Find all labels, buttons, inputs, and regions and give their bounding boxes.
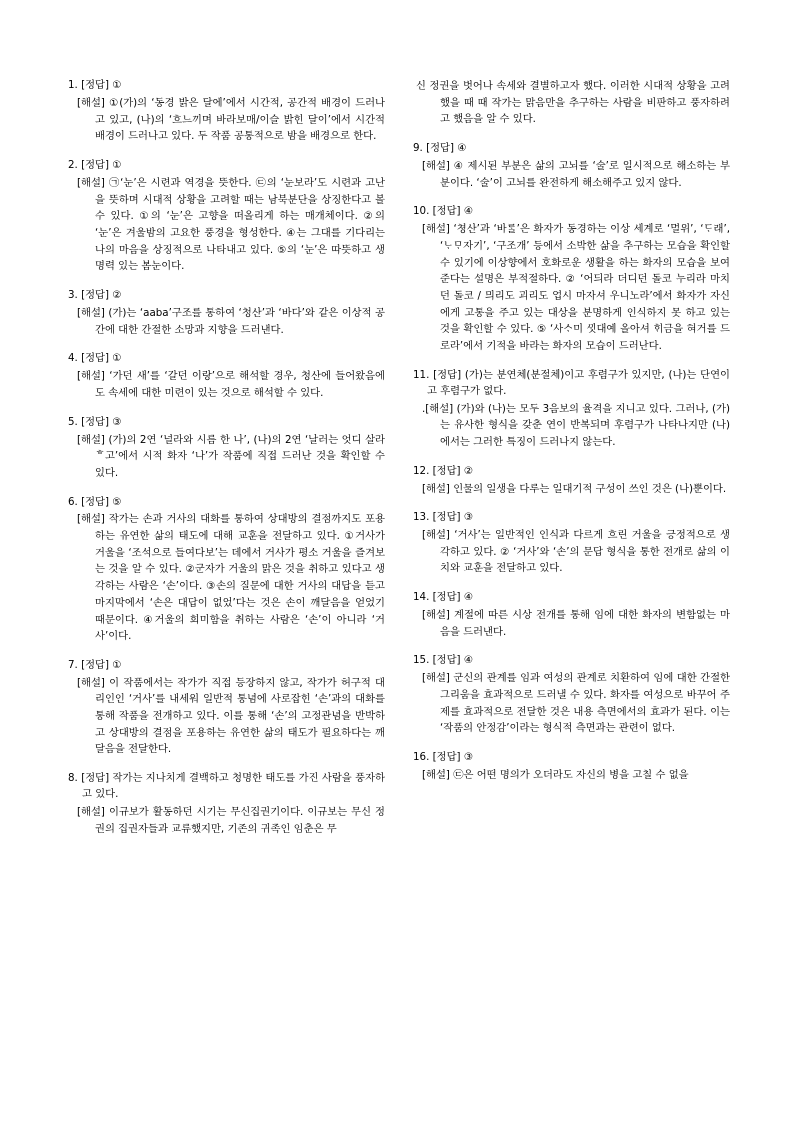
right-column xyxy=(413,78,730,797)
explanation-text: [해설] 군신의 관계를 임과 여성의 관계로 치환하여 임에 대한 간절한 그리움을 효과적으로 드러낼 수 있다. 화자를 여성으로 바꾸어 주제를 효과적으로 전달한 것은 내용 측면에서의 효과가 된다. 이는 ‘작품의 안정감’이라는 형식적 측면과는 관련이 없다. xyxy=(422,672,730,735)
explanation-text: [해설] ㉠‘눈’은 시련과 역경을 뜻한다. ㉢의 ‘눈보라’도 시련과 고난을 뜻하며 시대적 상황을 고려할 때는 남북분단을 상징한다고 볼 수 있다. ①의 ‘눈’은 고향을 떠올리게 하는 매개체이다. ②의 ‘눈’은 겨울밤의 고요한 풍경을 형성한다. ④는 그대를 기다리는 나의 마음을 상징적으로 나타내고 있다. ⑤의 ‘눈’은 따뜻하고 생명력 있는 봄눈이다. xyxy=(77,176,385,273)
answer-item xyxy=(68,495,385,645)
answer-text: 11. [정답] (가)는 분연체(분절체)이고 후렴구가 있지만, (나)는 단연이고 후렴구가 없다. xyxy=(413,368,730,397)
explanation-text: [해설] 이 작품에서는 작가가 직접 등장하지 않고, 작가가 허구적 대리인인 ‘거사’를 내세워 일반적 통념에 사로잡힌 ‘손’과의 대화를 통해 작품을 전개하고 있다. 이를 통해 ‘손’의 고정관념을 반박하고 상대방의 결점을 포용하는 유연한 삶의 태도가 필요하다는 깨달음을 전달한다. xyxy=(77,676,385,756)
explanation-text: [해설] ㉢은 어떤 명의가 오더라도 자신의 병을 고칠 수 없을 xyxy=(422,769,689,782)
explanation-continuation: 신 정권을 벗어나 속세와 결별하고자 했다. 이러한 시대적 상황을 고려했을 때 때 작가는 맑음만을 추구하는 사람을 비판하고 풍자하려고 했음을 알 수 있다. xyxy=(416,80,730,126)
explanation-text: [해설] ‘쳥산’과 ‘바ᄅᆞᆯ’은 화자가 동경하는 이상 세계로 ‘멀위’, ‘ᄃᆞ래’, ‘ᄂᆞᄆᆞ자기’, ‘구조개’ 등에서 소박한 삶을 추구하는 모습을 확인할 수 있기에 이상향에서 호화로운 생활을 하는 화자의 모습을 보여준다는 설명은 부적절하다. ② ‘어듸라 더디던 돌코 누리라 마치던 돌코 / 믜리도 괴리도 업시 마자셔 우니노라’에서 화자가 자신에게 고통을 주고 있는 대상을 분명하게 인식하지 못 하고 있는 것을 확인할 수 있다. ⑤ ‘사ᄉᆞ미 ᄭᅵᆺ대예 올아셔 ᄒᆡ금을 혀거를 드로라’에서 기적을 바라는 화자의 모습이 드러난다. xyxy=(422,223,730,352)
answer-text: 8. [정답] 작가는 지나치게 결백하고 청명한 태도를 가진 사람을 풍자하고 있다. xyxy=(68,772,385,801)
answer-text: 13. [정답] ③ xyxy=(413,511,474,524)
answer-item xyxy=(68,288,385,338)
answer-item xyxy=(68,78,385,145)
explanation-text: .[해설] (가)와 (나)는 모두 3음보의 율격을 지니고 있다. 그러나, (가)는 유사한 형식을 갖춘 연이 반복되며 후렴구가 나타나지만 (나)에서는 그러한 특징이 드러나지 않는다. xyxy=(422,402,730,448)
answer-text: 12. [정답] ② xyxy=(413,464,474,477)
continuation-block xyxy=(413,78,730,128)
explanation-text: [해설] 작가는 손과 거사의 대화를 통하여 상대방의 결점까지도 포용하는 유연한 삶의 태도에 대해 교훈을 전달하고 있다. ①거사가 거울을 ‘조석으로 들여다보’는 데에서 거사가 평소 거울을 즐겨보는 것을 알 수 있다. ②군자가 거울의 맑은 것을 취하고 있다고 생각하는 사람은 ‘손’이다. ③손의 질문에 대한 거사의 대답을 듣고 마지막에서 ‘손은 대답이 없었’다는 것은 손이 깨달음을 얻었기 때문이다. ④거울의 희미함을 취하는 사람은 ‘손’이 아니라 ‘거사’이다. xyxy=(77,513,385,643)
answer-text: 9. [정답] ④ xyxy=(413,142,467,155)
answer-text: 3. [정답] ② xyxy=(68,288,122,301)
explanation-text: [해설] 계절에 따른 시상 전개를 통해 임에 대한 화자의 변함없는 마음을 드러낸다. xyxy=(422,609,730,638)
explanation-text: [해설] ‘거사’는 일반적인 인식과 다르게 흐린 거울을 긍정적으로 생각하고 있다. ② ‘거사’와 ‘손’의 문답 형식을 통한 전개로 삶의 이치와 교훈을 전달하고 있다. xyxy=(422,529,730,575)
answer-item xyxy=(68,658,385,758)
left-column xyxy=(68,78,385,850)
explanation-text: [해설] ④ 제시된 부분은 삶의 고뇌를 ‘술’로 일시적으로 해소하는 부분이다. ‘술’이 고뇌를 완전하게 해소해주고 있지 않다. xyxy=(422,159,730,189)
answer-item xyxy=(68,415,385,482)
explanation-text: [해설] 이규보가 활동하던 시기는 무신집권기이다. 이규보는 무신 정권의 집권자들과 교류했지만, 기존의 귀족인 임춘은 무 xyxy=(77,806,385,835)
answer-text: 2. [정답] ① xyxy=(68,158,122,171)
answer-item xyxy=(68,351,385,401)
explanation-text: [해설] ①(가)의 ‘동경 밝은 달에’에서 시간적, 공간적 배경이 드러나고 있고, (나)의 ‘흐느끼며 바라보매/이슬 밝힌 달이’에서 시간적 배경이 드러나고 있다. 두 작품 공통적으로 밤을 배경으로 한다. xyxy=(77,96,385,143)
answer-text: 15. [정답] ④ xyxy=(413,654,474,667)
explanation-text: [해설] ‘가던 새’를 ‘갈던 이랑’으로 해석할 경우, 청산에 들어왔음에도 속세에 대한 미련이 있는 것으로 해석할 수 있다. xyxy=(77,370,385,399)
answer-text: 1. [정답] ① xyxy=(68,79,122,91)
answer-item xyxy=(413,590,730,640)
two-column-layout xyxy=(68,78,741,1061)
answer-text: 14. [정답] ④ xyxy=(413,591,474,604)
answer-item xyxy=(413,653,730,737)
answer-item xyxy=(413,750,730,784)
answer-text: 6. [정답] ⑤ xyxy=(68,495,122,508)
answer-text: 10. [정답] ④ xyxy=(413,205,474,218)
answer-item xyxy=(413,368,730,451)
answer-text: 5. [정답] ③ xyxy=(68,415,122,428)
answer-text: 7. [정답] ① xyxy=(68,658,122,671)
answer-item xyxy=(413,464,730,498)
answer-item xyxy=(413,510,730,577)
explanation-text: [해설] (가)는 ‘aaba’구조를 통하여 ‘청산’과 ‘바다’와 같은 이상적 공간에 대한 간절한 소망과 지향을 드러낸다. xyxy=(77,306,385,336)
answer-text: 16. [정답] ③ xyxy=(413,751,474,764)
answer-item xyxy=(68,771,385,837)
answer-text: 4. [정답] ① xyxy=(68,352,122,365)
answer-item xyxy=(68,158,385,275)
explanation-text: [해설] (가)의 2연 ‘널라와 시름 한 나’, (나)의 2연 ‘날러는 엇디 살라 ᄒ고’에서 시적 화자 ‘나’가 작품에 직접 드러난 것을 확인할 수 있다. xyxy=(77,433,385,479)
explanation-text: [해설] 인물의 일생을 다루는 일대기적 구성이 쓰인 것은 (나)뿐이다. xyxy=(422,482,727,495)
answer-item xyxy=(413,141,730,191)
answer-item xyxy=(413,204,730,354)
